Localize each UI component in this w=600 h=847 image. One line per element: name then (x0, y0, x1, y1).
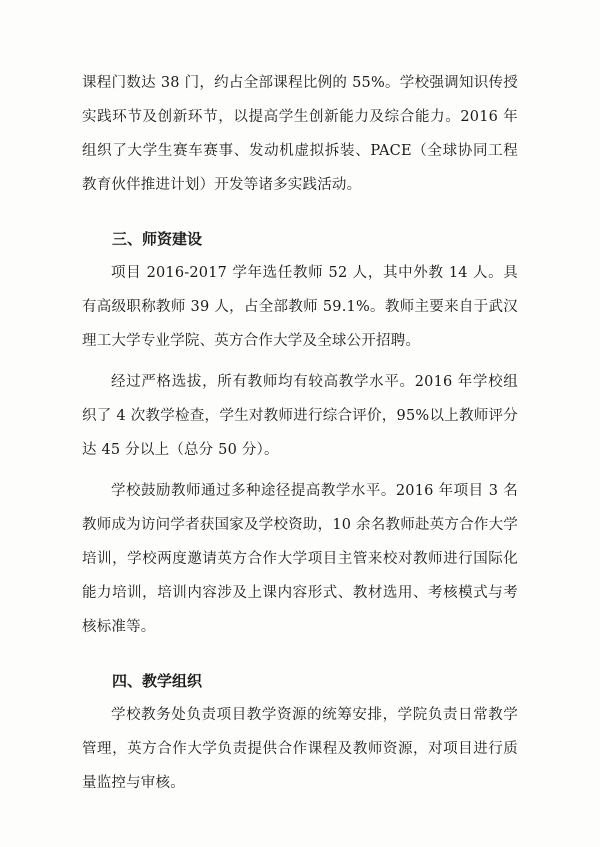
section-4-paragraph-1: 学校教务处负责项目教学资源的统筹安排，学院负责日常教学管理，英方合作大学负责提供合作课程及教师资源，对项目进行质量监控与审核。 (82, 707, 518, 791)
paragraph-gap (82, 467, 518, 474)
document-body (82, 66, 518, 800)
section-3-heading: 三、师资建设 (112, 230, 203, 248)
section-gap (82, 202, 518, 222)
section-gap (82, 644, 518, 664)
intro-paragraph: 课程门数达 38 门，约占全部课程比例的 55%。学校强调知识传授实践环节及创新环节，以提高学生创新能力及综合能力。2016 年组织了大学生赛车赛事、发动机虚拟拆装、PACE（全球协同工程教育伙伴推进计划）开发等诸多实践活动。 (82, 75, 518, 193)
section-3-paragraph-3: 学校鼓励教师通过多种途径提高教学水平。2016 年项目 3 名教师成为访问学者获国家及学校资助，10 余名教师赴英方合作大学培训，学校两度邀请英方合作大学项目主管来校对教师进行国际化能力培训，培训内容涉及上课内容形式、教材选用、考核模式与考核标准等。 (82, 483, 518, 635)
paragraph-gap (82, 358, 518, 365)
section-3-paragraph-2: 经过严格选拔，所有教师均有较高教学水平。2016 年学校组织了 4 次教学检查，学生对教师进行综合评价，95%以上教师评分达 45 分以上（总分 50 分）。 (82, 374, 518, 458)
section-4-heading: 四、教学组织 (112, 672, 203, 690)
section-3-paragraph-1: 项目 2016-2017 学年选任教师 52 人，其中外教 14 人。具有高级职称教师 39 人，占全部教师 59.1%。教师主要来自于武汉理工大学专业学院、英方合作大学及全球公开招聘。 (82, 265, 518, 349)
